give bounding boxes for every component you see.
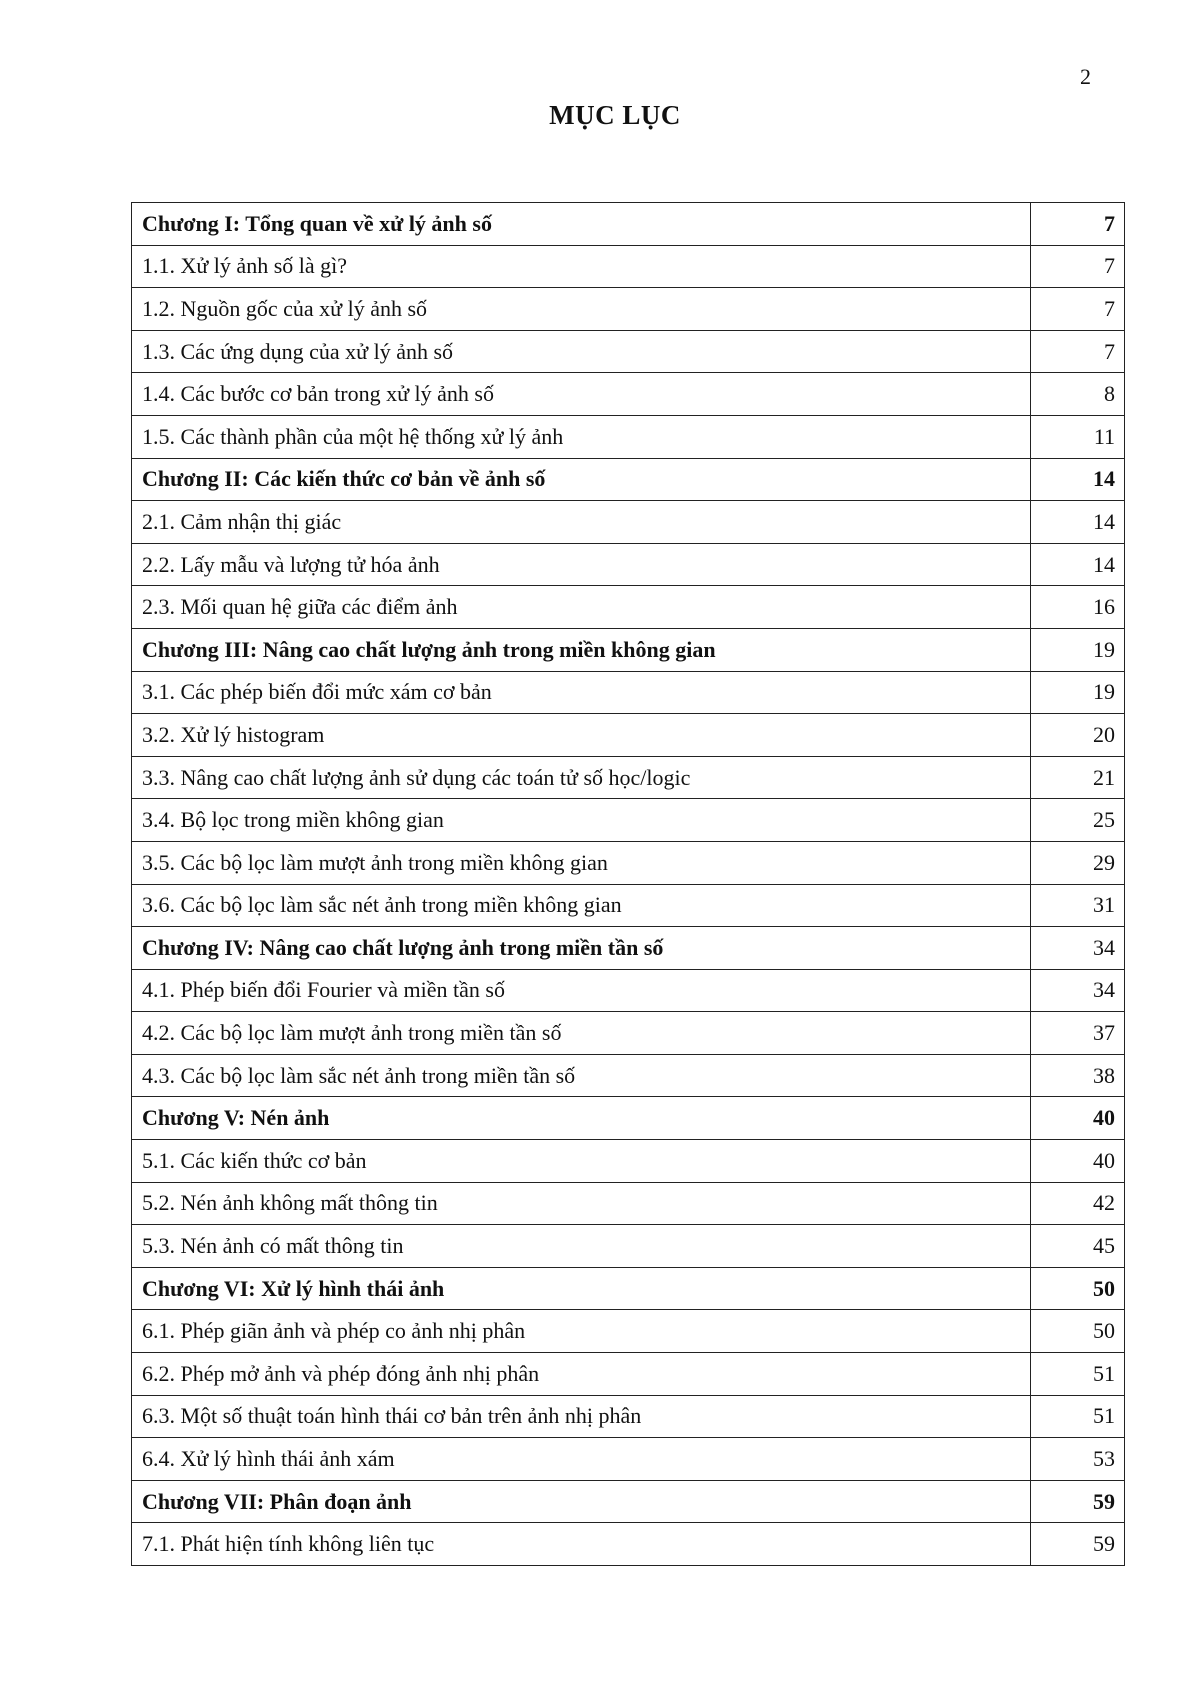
toc-entry-title: 6.1. Phép giãn ảnh và phép co ảnh nhị phân — [132, 1310, 1031, 1353]
toc-section-row[interactable] — [132, 543, 1125, 586]
toc-entry-title: 4.1. Phép biến đổi Fourier và miền tần số — [132, 969, 1031, 1012]
toc-entry-page: 31 — [1031, 884, 1125, 927]
toc-entry-page: 11 — [1031, 415, 1125, 458]
toc-entry-title: 3.4. Bộ lọc trong miền không gian — [132, 799, 1031, 842]
toc-entry-title: 5.3. Nén ảnh có mất thông tin — [132, 1225, 1031, 1268]
toc-entry-page: 59 — [1031, 1523, 1125, 1566]
toc-entry-page: 14 — [1031, 458, 1125, 501]
toc-entry-page: 40 — [1031, 1140, 1125, 1183]
toc-section-row[interactable] — [132, 245, 1125, 288]
toc-entry-title: 7.1. Phát hiện tính không liên tục — [132, 1523, 1031, 1566]
toc-section-row[interactable] — [132, 1012, 1125, 1055]
toc-entry-page: 38 — [1031, 1054, 1125, 1097]
toc-entry-page: 29 — [1031, 841, 1125, 884]
toc-section-row[interactable] — [132, 714, 1125, 757]
toc-chapter-row[interactable] — [132, 1480, 1125, 1523]
toc-section-row[interactable] — [132, 415, 1125, 458]
toc-entry-title: 1.5. Các thành phần của một hệ thống xử lý ảnh — [132, 415, 1031, 458]
toc-section-row[interactable] — [132, 1054, 1125, 1097]
toc-entry-page: 51 — [1031, 1395, 1125, 1438]
toc-entry-title: Chương I: Tổng quan về xử lý ảnh số — [132, 203, 1031, 246]
toc-entry-title: 2.2. Lấy mẫu và lượng tử hóa ảnh — [132, 543, 1031, 586]
toc-entry-page: 34 — [1031, 969, 1125, 1012]
toc-entry-page: 45 — [1031, 1225, 1125, 1268]
toc-section-row[interactable] — [132, 969, 1125, 1012]
toc-entry-title: 2.3. Mối quan hệ giữa các điểm ảnh — [132, 586, 1031, 629]
toc-entry-title: Chương III: Nâng cao chất lượng ảnh trong miền không gian — [132, 628, 1031, 671]
toc-entry-page: 19 — [1031, 628, 1125, 671]
toc-entry-title: Chương V: Nén ảnh — [132, 1097, 1031, 1140]
toc-entry-title: 3.6. Các bộ lọc làm sắc nét ảnh trong miền không gian — [132, 884, 1031, 927]
toc-chapter-row[interactable] — [132, 927, 1125, 970]
toc-entry-page: 50 — [1031, 1310, 1125, 1353]
toc-entry-title: 2.1. Cảm nhận thị giác — [132, 501, 1031, 544]
toc-entry-title: 1.2. Nguồn gốc của xử lý ảnh số — [132, 288, 1031, 331]
toc-entry-page: 50 — [1031, 1267, 1125, 1310]
toc-chapter-row[interactable] — [132, 628, 1125, 671]
toc-section-row[interactable] — [132, 1438, 1125, 1481]
toc-section-row[interactable] — [132, 671, 1125, 714]
toc-entry-page: 8 — [1031, 373, 1125, 416]
toc-entry-page: 37 — [1031, 1012, 1125, 1055]
toc-section-row[interactable] — [132, 1140, 1125, 1183]
toc-section-row[interactable] — [132, 756, 1125, 799]
toc-entry-page: 7 — [1031, 245, 1125, 288]
toc-entry-title: 6.4. Xử lý hình thái ảnh xám — [132, 1438, 1031, 1481]
toc-entry-title: 3.5. Các bộ lọc làm mượt ảnh trong miền không gian — [132, 841, 1031, 884]
toc-section-row[interactable] — [132, 330, 1125, 373]
table-of-contents — [131, 202, 1125, 1566]
toc-entry-title: 1.3. Các ứng dụng của xử lý ảnh số — [132, 330, 1031, 373]
toc-entry-title: 5.1. Các kiến thức cơ bản — [132, 1140, 1031, 1183]
toc-entry-page: 21 — [1031, 756, 1125, 799]
toc-chapter-row[interactable] — [132, 1267, 1125, 1310]
toc-entry-title: 1.4. Các bước cơ bản trong xử lý ảnh số — [132, 373, 1031, 416]
toc-section-row[interactable] — [132, 1310, 1125, 1353]
toc-section-row[interactable] — [132, 1182, 1125, 1225]
toc-entry-title: 6.2. Phép mở ảnh và phép đóng ảnh nhị phân — [132, 1353, 1031, 1396]
toc-entry-page: 59 — [1031, 1480, 1125, 1523]
toc-entry-title: 1.1. Xử lý ảnh số là gì? — [132, 245, 1031, 288]
toc-section-row[interactable] — [132, 1353, 1125, 1396]
toc-entry-title: Chương II: Các kiến thức cơ bản về ảnh số — [132, 458, 1031, 501]
toc-section-row[interactable] — [132, 586, 1125, 629]
page-title: MỤC LỤC — [549, 100, 681, 130]
toc-entry-page: 14 — [1031, 543, 1125, 586]
toc-entry-page: 25 — [1031, 799, 1125, 842]
toc-chapter-row[interactable] — [132, 203, 1125, 246]
toc-entry-page: 16 — [1031, 586, 1125, 629]
toc-section-row[interactable] — [132, 884, 1125, 927]
toc-entry-page: 7 — [1031, 203, 1125, 246]
toc-entry-title: 3.1. Các phép biến đổi mức xám cơ bản — [132, 671, 1031, 714]
toc-body — [132, 203, 1125, 1566]
toc-section-row[interactable] — [132, 799, 1125, 842]
toc-entry-page: 53 — [1031, 1438, 1125, 1481]
toc-entry-page: 20 — [1031, 714, 1125, 757]
toc-chapter-row[interactable] — [132, 458, 1125, 501]
toc-section-row[interactable] — [132, 1395, 1125, 1438]
toc-entry-title: Chương VII: Phân đoạn ảnh — [132, 1480, 1031, 1523]
toc-entry-title: 5.2. Nén ảnh không mất thông tin — [132, 1182, 1031, 1225]
toc-section-row[interactable] — [132, 1225, 1125, 1268]
toc-entry-title: 4.3. Các bộ lọc làm sắc nét ảnh trong miền tần số — [132, 1054, 1031, 1097]
toc-section-row[interactable] — [132, 1523, 1125, 1566]
toc-entry-title: 3.2. Xử lý histogram — [132, 714, 1031, 757]
toc-entry-title: Chương IV: Nâng cao chất lượng ảnh trong miền tần số — [132, 927, 1031, 970]
toc-entry-title: Chương VI: Xử lý hình thái ảnh — [132, 1267, 1031, 1310]
toc-entry-page: 42 — [1031, 1182, 1125, 1225]
toc-section-row[interactable] — [132, 501, 1125, 544]
toc-entry-page: 14 — [1031, 501, 1125, 544]
toc-entry-page: 34 — [1031, 927, 1125, 970]
toc-entry-title: 6.3. Một số thuật toán hình thái cơ bản trên ảnh nhị phân — [132, 1395, 1031, 1438]
toc-entry-page: 19 — [1031, 671, 1125, 714]
toc-section-row[interactable] — [132, 288, 1125, 331]
toc-section-row[interactable] — [132, 373, 1125, 416]
page-number: 2 — [1080, 64, 1091, 89]
toc-section-row[interactable] — [132, 841, 1125, 884]
toc-entry-page: 51 — [1031, 1353, 1125, 1396]
toc-entry-title: 4.2. Các bộ lọc làm mượt ảnh trong miền tần số — [132, 1012, 1031, 1055]
toc-entry-page: 7 — [1031, 330, 1125, 373]
toc-entry-page: 40 — [1031, 1097, 1125, 1140]
toc-chapter-row[interactable] — [132, 1097, 1125, 1140]
toc-entry-title: 3.3. Nâng cao chất lượng ảnh sử dụng các toán tử số học/logic — [132, 756, 1031, 799]
toc-entry-page: 7 — [1031, 288, 1125, 331]
